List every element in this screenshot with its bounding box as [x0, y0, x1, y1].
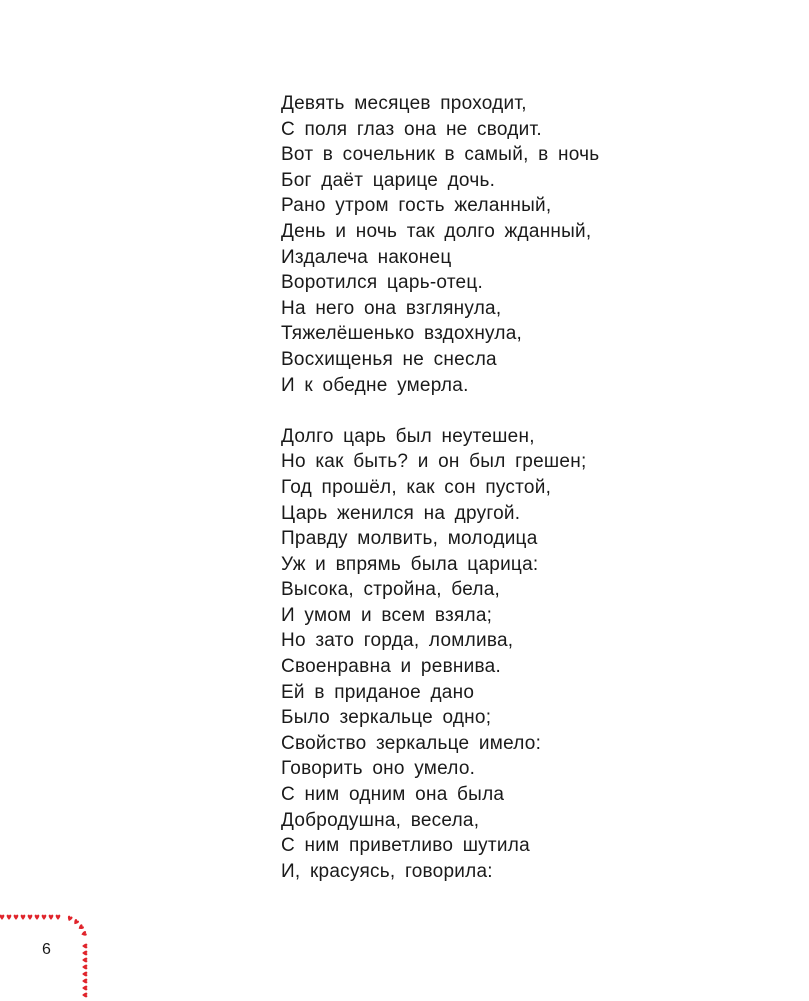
- poem-line: И к обедне умерла.: [281, 374, 469, 396]
- page-number: 6: [42, 941, 51, 958]
- heart-icon: [21, 915, 26, 920]
- heart-icon: [49, 915, 54, 920]
- heart-icon: [14, 915, 19, 920]
- poem-line: Издалеча наконец: [281, 246, 452, 268]
- poem-line: Долго царь был неутешен,: [281, 425, 535, 447]
- stanza-1: [281, 91, 701, 398]
- poem-text: [281, 91, 701, 884]
- heart-icon: [82, 958, 87, 963]
- poem-line: Бог даёт царице дочь.: [281, 169, 496, 191]
- heart-icon: [42, 915, 47, 920]
- heart-icon: [0, 915, 4, 920]
- heart-icon: [82, 979, 87, 984]
- heart-icon: [82, 944, 87, 949]
- poem-line: Ей в приданое дано: [281, 681, 475, 703]
- heart-icon: [82, 951, 87, 956]
- heart-icon: [35, 915, 40, 920]
- heart-icon: [67, 915, 73, 922]
- heart-icon: [73, 919, 80, 926]
- poem-line: С поля глаз она не сводит.: [281, 118, 542, 140]
- poem-line: Своенравна и ревнива.: [281, 656, 501, 678]
- poem-line: Говорить оно умело.: [281, 758, 476, 780]
- poem-line: Год прошёл, как сон пустой,: [281, 476, 552, 498]
- stanza-2: [281, 424, 701, 885]
- heart-icon: [82, 986, 87, 991]
- heart-icon: [56, 915, 61, 920]
- heart-icon: [77, 924, 84, 931]
- poem-line: Добродушна, весела,: [281, 809, 480, 831]
- poem-line: Было зеркальце одно;: [281, 707, 492, 729]
- poem-line: Восхищенья не снесла: [281, 348, 497, 370]
- poem-line: С ним приветливо шутила: [281, 835, 530, 857]
- poem-line: Но как быть? и он был грешен;: [281, 451, 587, 473]
- heart-icon: [82, 972, 87, 977]
- poem-line: Уж и впрямь была царица:: [281, 553, 539, 575]
- heart-icon: [7, 915, 12, 920]
- poem-line: Рано утром гость желанный,: [281, 195, 552, 217]
- poem-line: Но зато горда, ломлива,: [281, 630, 514, 652]
- poem-line: Тяжелёшенько вздохнула,: [281, 323, 523, 345]
- poem-line: День и ночь так долго жданный,: [281, 220, 592, 242]
- poem-line: Вот в сочельник в самый, в ночь: [281, 144, 600, 166]
- poem-line: С ним одним она была: [281, 784, 505, 806]
- poem-line: Правду молвить, молодица: [281, 528, 538, 550]
- poem-line: И умом и всем взяла;: [281, 604, 493, 626]
- poem-line: Девять месяцев проходит,: [281, 93, 527, 114]
- poem-line: Воротился царь-отец.: [281, 272, 484, 294]
- heart-icon: [28, 915, 33, 920]
- poem-line: Царь женился на другой.: [281, 502, 521, 524]
- poem-line: Свойство зеркальце имело:: [281, 732, 542, 754]
- poem-line: На него она взглянула,: [281, 297, 502, 319]
- heart-icon: [82, 965, 87, 970]
- poem-line: Высока, стройна, бела,: [281, 579, 501, 601]
- heart-icon: [81, 931, 87, 937]
- poem-line: И, красуясь, говорила:: [281, 860, 493, 882]
- heart-icon: [82, 993, 87, 998]
